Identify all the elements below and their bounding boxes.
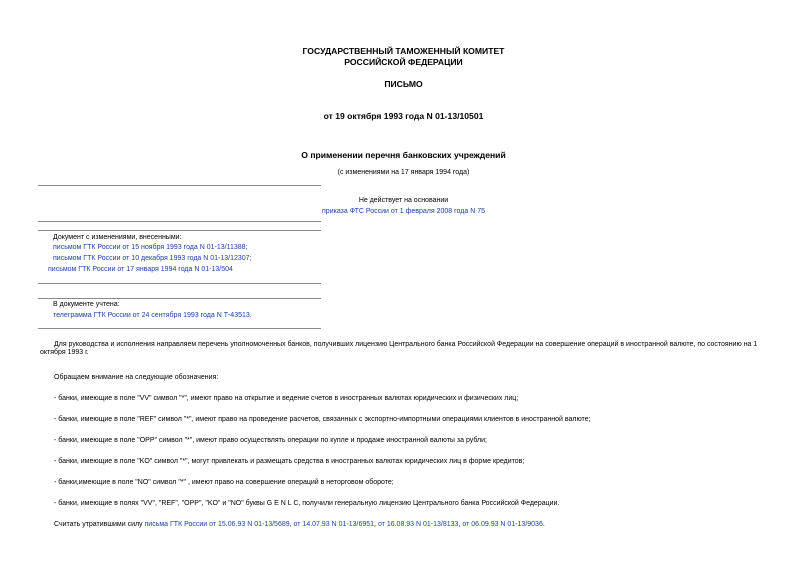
organization-name-line2: РОССИЙСКОЙ ФЕДЕРАЦИИ	[344, 57, 463, 67]
invalidated-letter-link[interactable]: от 06.09.93 N 01-13/9036	[462, 521, 543, 528]
separator: ,	[289, 521, 294, 528]
divider	[38, 221, 321, 222]
list-item: - банки, имеющие в поле "REF" символ "*", имеют право на проведение расчетов, связанных с экспортно-импортными операциями клиентов в иностранной валюте;	[54, 416, 591, 423]
invalidated-letter-link[interactable]: письма ГТК России от 15.06.93 N 01-13/5689	[144, 521, 290, 528]
list-item: - банки,имеющие в поле "NO" символ "*" , имеют право на совершение операций в неторговом обороте;	[54, 479, 394, 486]
intro-text: Для руководства и исполнения направляем перечень уполномоченных банков, получивших лицензию Центрального банка Российской Федерации на совершение операций в иностранной валюте, по состоянию на 1 октября 1993 г.	[40, 341, 758, 357]
accounted-heading: В документе учтена:	[53, 301, 120, 308]
separator: ,	[458, 521, 463, 528]
list-item: - банки, имеющие в поле "KO" символ "*", могут привлекать и размещать средства в иностранных валютах юридических лиц в форме кредитов;	[54, 458, 525, 465]
document-type: ПИСЬМО	[384, 79, 423, 89]
invalidated-letter-link[interactable]: от 16.08.93 N 01-13/8133	[377, 521, 459, 528]
divider	[38, 283, 321, 284]
invalidation-prefix: Считать утратившими силу	[54, 521, 145, 528]
intro-paragraph	[40, 341, 770, 358]
telegram-link[interactable]: телеграмма ГТК России от 24 сентября 1993 года N Т-43513.	[53, 312, 252, 319]
document-title: О применении перечня банковских учреждений	[301, 150, 506, 160]
status-line: Не действует на основании	[358, 197, 449, 204]
invalidation-paragraph	[40, 521, 784, 529]
repeal-order-link[interactable]: приказа ФТС России от 1 февраля 2008 года N 75	[322, 208, 485, 215]
list-item: - банки, имеющие в поле "OPP" символ "*", имеют право осуществлять операции по купле и продаже иностранной валюты за рубли;	[54, 437, 487, 444]
list-item: - банки, имеющие в полях "VV", "REF", "OPP", "KO" и "NO" буквы G E N L C, получили генеральную лицензию Центрального банка Российской Федерации.	[54, 500, 560, 507]
attention-paragraph: Обращаем внимание на следующие обозначения:	[54, 374, 219, 381]
amendment-link[interactable]: письмом ГТК России от 15 ноября 1993 года N 01-13/11388;	[53, 244, 248, 251]
organization-name-line1: ГОСУДАРСТВЕННЫЙ ТАМОЖЕННЫЙ КОМИТЕТ	[302, 46, 505, 56]
invalidation-suffix: .	[542, 521, 545, 528]
divider	[38, 328, 321, 329]
divider	[38, 185, 321, 186]
changes-heading: Документ с изменениями, внесенными:	[53, 234, 182, 241]
invalidated-letter-link[interactable]: от 14.07.93 N 01-13/6951	[293, 521, 375, 528]
document-date-number: от 19 октября 1993 года N 01-13/10501	[323, 111, 484, 121]
amendment-link[interactable]: письмом ГТК России от 10 декабря 1993 года N 01-13/12307;	[53, 255, 252, 262]
amendment-link[interactable]: письмом ГТК России от 17 января 1994 года N 01-13/504	[48, 266, 233, 273]
separator: ,	[374, 521, 378, 528]
amendment-note: (с изменениями на 17 января 1994 года)	[337, 169, 470, 176]
list-item: - банки, имеющие в поле "VV" символ "*", имеют право на открытие и ведение счетов в иностранных валютах юридических и физических лиц;	[54, 395, 519, 402]
divider	[38, 230, 321, 231]
divider	[38, 298, 321, 299]
